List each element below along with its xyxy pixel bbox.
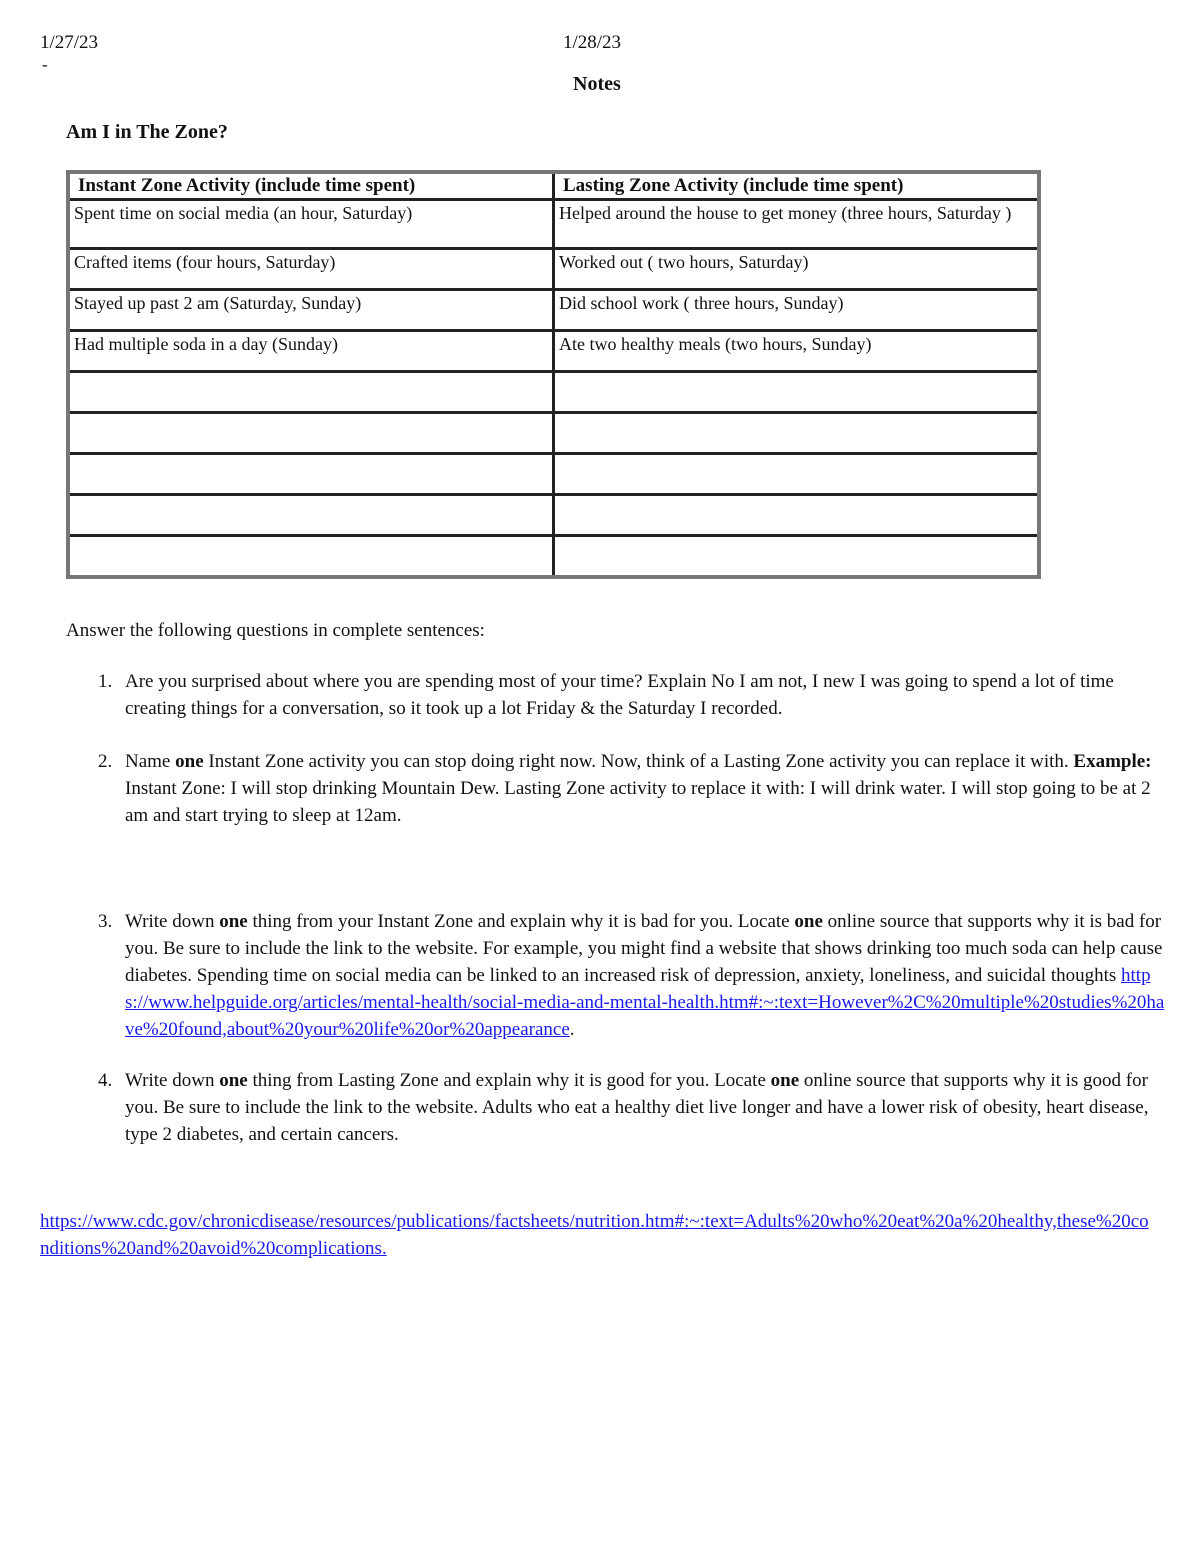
table-row: [68, 454, 1039, 495]
instant-zone-header: Instant Zone Activity (include time spent): [68, 172, 554, 200]
question-number: 1.: [98, 671, 113, 692]
question-text: Name one Instant Zone activity you can stop doing right now. Now, think of a Lasting Zone activity you can replace it with. Example: Instant Zone: I will stop drinking Mountain Dew. Lasting Zone activity to replace it with: I will drink water. I will stop going to be at 2 am and start trying to sleep at 12am.: [125, 751, 1152, 826]
instant-cell: Spent time on social media (an hour, Saturday): [68, 200, 554, 249]
page-title: Notes: [573, 73, 621, 95]
instant-cell: [68, 536, 554, 578]
date-right: 1/28/23: [563, 32, 622, 53]
lasting-cell: Ate two healthy meals (two hours, Sunday): [554, 331, 1040, 372]
lasting-cell: Did school work ( three hours, Sunday): [554, 290, 1040, 331]
instant-cell: [68, 372, 554, 413]
question-number: 3.: [98, 911, 113, 932]
table-row: [68, 413, 1039, 454]
lasting-cell: Worked out ( two hours, Saturday): [554, 249, 1040, 290]
lasting-cell: [554, 372, 1040, 413]
instant-cell: [68, 495, 554, 536]
instant-cell: Crafted items (four hours, Saturday): [68, 249, 554, 290]
table-row: [68, 331, 1039, 372]
question-number: 2.: [98, 751, 113, 772]
instant-cell: [68, 454, 554, 495]
table-row: [68, 200, 1039, 249]
instructions: Answer the following questions in complete sentences:: [66, 620, 485, 641]
zone-activity-table: [66, 170, 1041, 579]
table-row: [68, 536, 1039, 578]
lasting-cell: [554, 413, 1040, 454]
question-text: Are you surprised about where you are spending most of your time? Explain No I am not, I new I was going to spend a lot of time creating things for a conversation, so it took up a lot Friday & the Saturday I recorded.: [125, 671, 1114, 719]
question-text: Write down one thing from your Instant Zone and explain why it is bad for you. Locate one online source that supports why it is bad for you. Be sure to include the link to the website. For example, you might find a website that shows drinking too much soda can help cause diabetes. Spending time on social media can be linked to an increased risk of depression, anxiety, loneliness, and suicidal thoughts https://www.helpguide.org/articles/mental-health/social-media-and-mental-health.htm#:~:text=However%2C%20multiple%20studies%20have%20found,about%20your%20life%20or%20appearance.: [125, 911, 1165, 1040]
question-number: 4.: [98, 1070, 113, 1091]
cdc-link[interactable]: https://www.cdc.gov/chronicdisease/resources/publications/factsheets/nutrition.htm#:~:text=Adults%20who%20eat%20a%20healthy,these%20conditions%20and%20avoid%20complications.: [40, 1211, 1149, 1259]
table-row: [68, 372, 1039, 413]
helpguide-link[interactable]: https://www.helpguide.org/articles/mental-health/social-media-and-mental-health.htm#:~:text=However%2C%20multiple%20studies%20have%20found,about%20your%20life%20or%20appearance: [125, 965, 1165, 1040]
table-header-row: [68, 172, 1039, 200]
instant-cell: Stayed up past 2 am (Saturday, Sunday): [68, 290, 554, 331]
question-text: Write down one thing from Lasting Zone and explain why it is good for you. Locate one online source that supports why it is good for you. Be sure to include the link to the website. Adults who eat a healthy diet live longer and have a lower risk of obesity, heart disease, type 2 diabetes, and certain cancers.: [125, 1070, 1149, 1145]
date-left: 1/27/23: [40, 32, 99, 53]
lasting-zone-header: Lasting Zone Activity (include time spent): [554, 172, 1040, 200]
table-row: [68, 290, 1039, 331]
section-title: Am I in The Zone?: [66, 121, 228, 143]
header-dash: -: [42, 55, 48, 74]
table-row: [68, 249, 1039, 290]
table-row: [68, 495, 1039, 536]
lasting-cell: [554, 454, 1040, 495]
instant-cell: [68, 413, 554, 454]
lasting-cell: [554, 536, 1040, 578]
lasting-cell: [554, 495, 1040, 536]
lasting-cell: Helped around the house to get money (three hours, Saturday ): [554, 200, 1040, 249]
instant-cell: Had multiple soda in a day (Sunday): [68, 331, 554, 372]
